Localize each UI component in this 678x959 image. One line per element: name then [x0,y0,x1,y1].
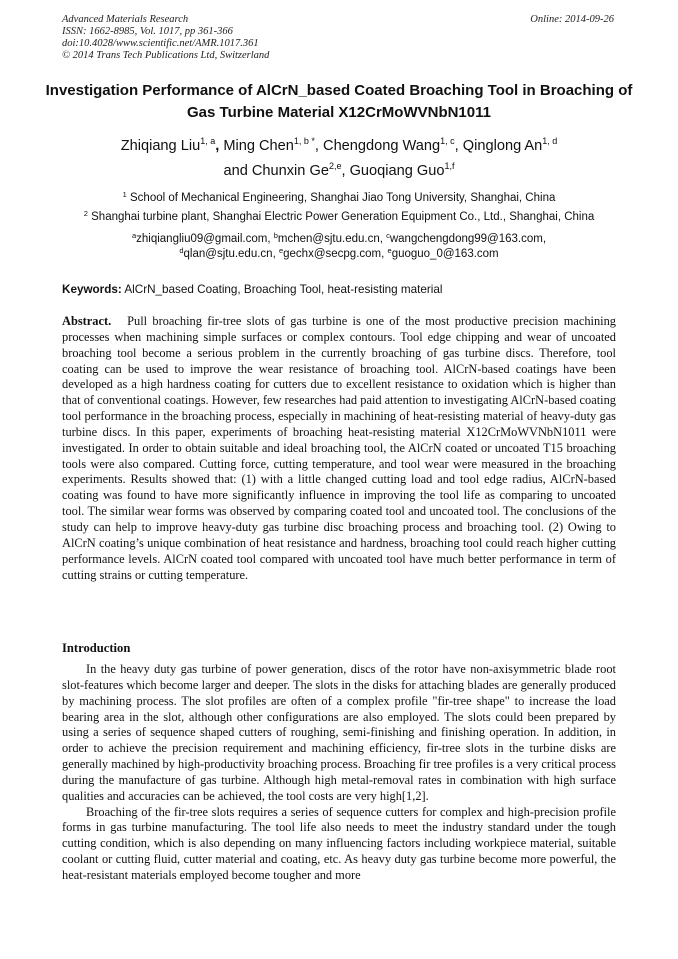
abstract [62,314,616,583]
paragraph: Broaching of the fir-tree slots requires a series of sequence cutters for complex and high-precision profile forms in gas turbine manufacturing. The tool life also needs to meet the industry standard under the tough cutting condition, which is also depending on many influencing factors including workpiece material, suitable coolant or cutting fluid, cutter material and coating, etc. As heavy duty gas turbine become more powerful, the heat-resistant materials employed become tougher and more [62,804,616,882]
author-affil-mark: 1, d [542,136,558,146]
paragraph: In the heavy duty gas turbine of power generation, discs of the rotor have non-axisymmetric blade root slot-features which become larger and deeper. The slots in the disks for attaching blades are generally produced by machining process. The slot profiles are often of a complex profile "fir-tree shape" to increase the load bearing area in the slot, although other configurations are also employed. The slots could been prepared by using a series of sequence shaped cutters of roughing, semi-finishing and finishing operation. In addition, in order to achieve the precision requirement and machining efficiency, fir-tree slots in the turbine disks are generally machined by high-productivity broaching process. Broaching fir tree profiles is a very critical process during the manufacture of gas turbine. Although high metal-removal rates in combination with high surface qualities and accuracies can be achieved, the tool costs are very high[1,2]. [62,662,616,803]
author-affil-mark: 1, a [200,136,216,146]
copyright-line: © 2014 Trans Tech Publications Ltd, Switzerland [62,50,270,61]
author-name: and Chunxin Ge [223,163,329,179]
email-link[interactable]: wangchengdong99@163.com [389,233,543,245]
abstract-text: Pull broaching fir-tree slots of gas turbine is one of the most productive precision machining processes when machining simple surfaces or complex contours. Tool edge chipping and wear of uncoated broaching tool become a serious problem in the currently broaching of gas turbine discs. Therefore, tool coating can be used to improve the wear resistance of broaching tool. AlCrN-based coatings have been developed as a high hardness coating for cutters due to excellent resistance to oxidation which is higher than that of conventional coatings. However, few researches had paid attention to investigating AlCrN-based coating tool performance in the broaching process, especially in machining of heat-resisting material of heavy-duty gas turbine discs. In this paper, experiments of broaching heat-resisting material X12CrMoWVNbN1011 were investigated. In order to obtain suitable and ideal broaching tool, the AlCrN coated or uncoated T15 broaching tools were also compared. Cutting force, cutting temperature, and tool wear were measured in the broaching experiments. Results showed that: (1) with a little changed cutting load and tool edge radius, AlCrN-based coating was found to have more significantly influence in improving the tool life as comparing to uncoated tool. The similar wear forms was observed by comparing coated tool and uncoated tool. The conclusions of the study can help to improve heavy-duty gas turbine disc broaching process and broaching tool. (2) Owing to AlCrN coating’s unique combination of heat resistance and hardness, broaching tool could reach higher cutting performance levels. AlCrN coated tool compared with uncoated tool have much better performance in term of cutting strains or cutting temperature. [62,314,616,582]
online-date: Online: 2014-09-26 [530,14,614,25]
author-name: Ming Chen [223,138,294,154]
email-link[interactable]: guoguo_0@163.com [391,248,499,260]
introduction-body [62,662,616,884]
section-heading: Introduction [62,641,131,655]
author-affil-mark: 1,f [444,161,455,171]
author-name: Guoqiang Guo [349,163,445,179]
paper-title: Investigation Performance of AlCrN_based Coated Broaching Tool in Broaching of Gas Turbine Material X12CrMoWVNbN1011 [45,82,633,121]
author-affil-mark: 2,e [328,161,342,171]
email-link[interactable]: zhiqiangliu09@gmail.com [136,233,268,245]
issn-line: ISSN: 1662-8985, Vol. 1017, pp 361-366 [62,26,233,37]
email-link[interactable]: mchen@sjtu.edu.cn [277,233,380,245]
abstract-label: Abstract. [62,314,112,328]
author-list: Zhiqiang Liu$^{1, a}$, Ming Chen$^{1, b *}$, Chengdong Wang$^{1, c}$, Qinglong An$^{1, d}$ and Chunxin Ge$^{2,e}$, Guoqiang Guo$^{1,f}$ [120,136,558,179]
doi-line: doi:10.4028/www.scientific.net/AMR.1017.361 [62,38,259,49]
keywords-label: Keywords: [62,283,122,296]
affiliation: $^2$ Shanghai turbine plant, Shanghai Electric Power Generation Equipment Co., Ltd., Shanghai, China [83,209,595,223]
affiliation: $^1$ School of Mechanical Engineering, Shanghai Jiao Tong University, Shanghai, China [122,190,556,204]
email-list: $^a$zhiqiangliu09@gmail.com, $^b$mchen@sjtu.edu.cn, $^c$wangchengdong99@163.com, $^d$qlan@sjtu.edu.cn, $^e$gechx@secpg.com, $^e$guoguo_0@163.com [131,231,547,260]
author-name: Qinglong An [462,138,543,154]
author-name: Chengdong Wang [323,138,441,154]
author-affil-mark: 1, b * [293,136,315,146]
keywords-text: AlCrN_based Coating, Broaching Tool, heat-resisting material [124,283,443,296]
email-link[interactable]: qlan@sjtu.edu.cn [183,248,273,260]
journal-header [62,14,269,62]
journal-name: Advanced Materials Research [62,14,189,25]
author-name: Zhiqiang Liu [120,138,201,154]
email-link[interactable]: gechx@secpg.com [283,248,382,260]
keywords [62,283,618,297]
author-affil-mark: 1, c [440,136,455,146]
